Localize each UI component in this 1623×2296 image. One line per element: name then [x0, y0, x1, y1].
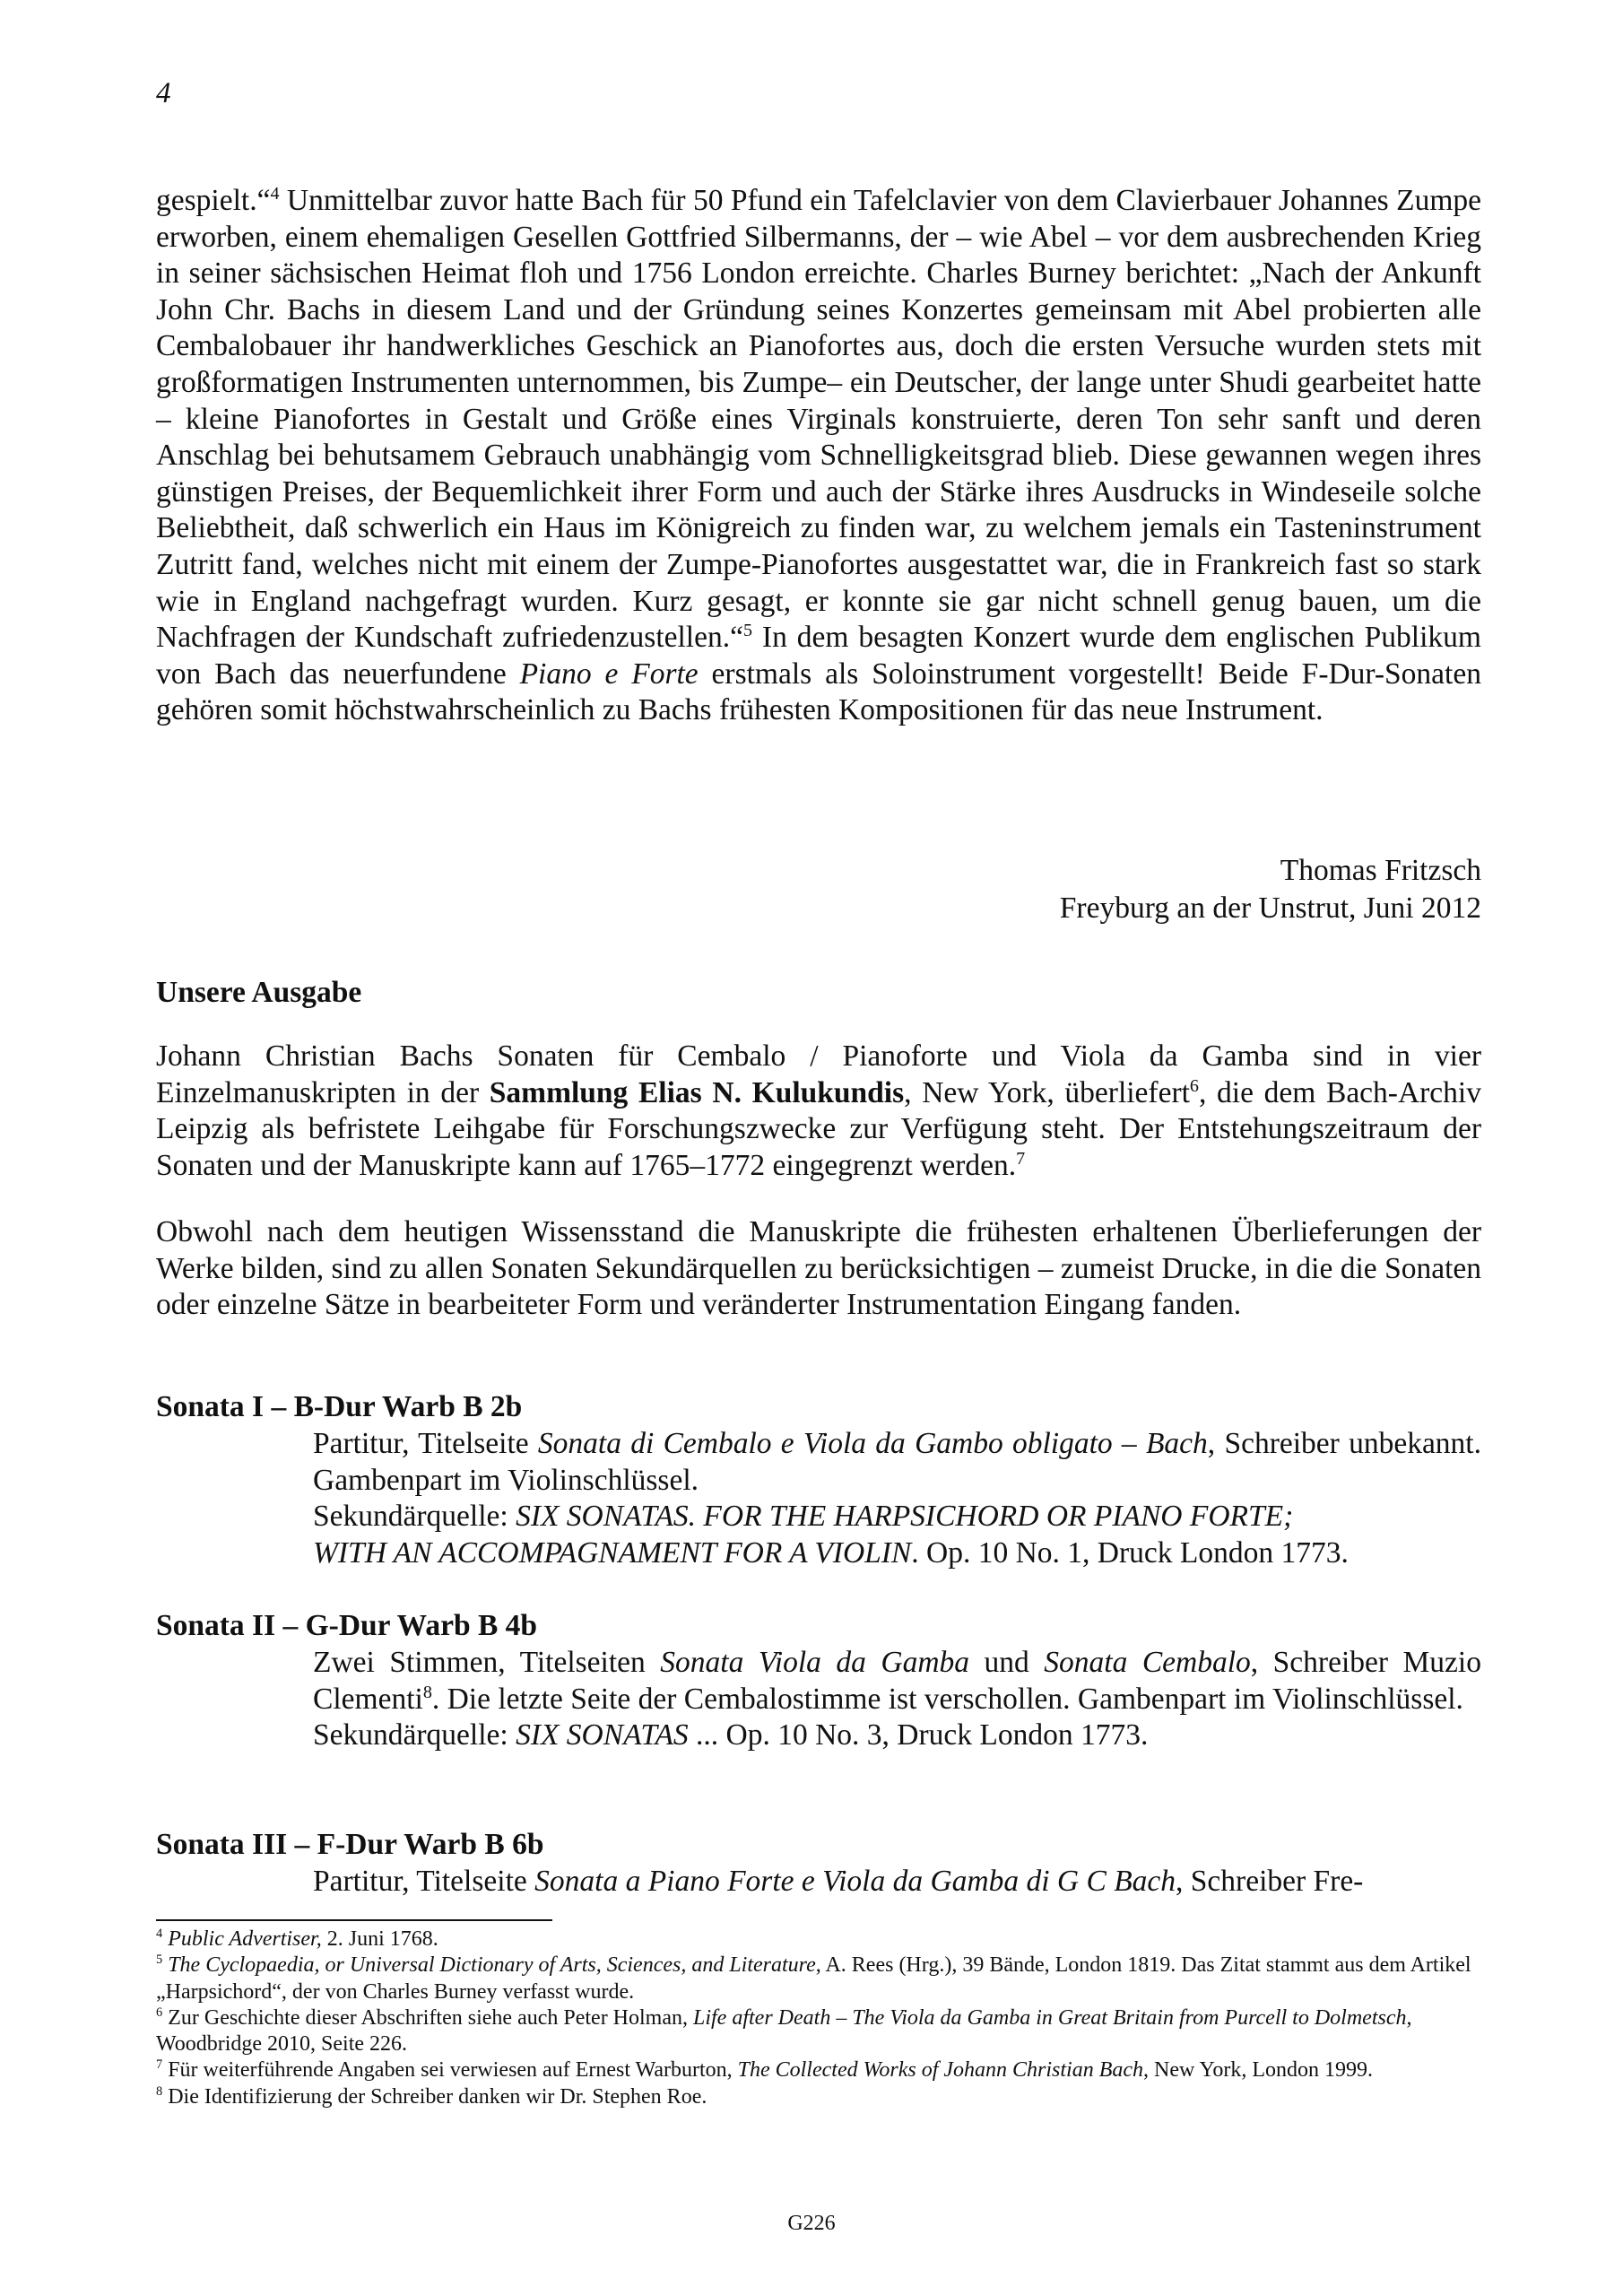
footnote-4: $^4$ Public Advertiser, 2. Juni 1768.: [156, 1926, 438, 1951]
sonata-2-title: Sonata II – G-Dur Warb B 4b: [156, 1609, 538, 1642]
section-heading-unsere-ausgabe: Unsere Ausgabe: [156, 976, 362, 1009]
page-number: 4: [156, 77, 171, 109]
ausgabe-paragraph-2: Obwohl nach dem heutigen Wissensstand die Manuskripte die frühesten erhaltenen Überlieferungen der Werke bilden, sind zu allen Sonaten Sekundärquellen zu berücksichtigen – zumeist Drucke, in die die Sonaten oder einzelne Sätze in bearbeiteter Form und veränderter Instrumentation Eingang fanden.: [156, 1215, 1481, 1322]
footnote-8: $^8$ Die Identifizierung der Schreiber danken wir Dr. Stephen Roe.: [156, 2083, 707, 2109]
footnote-7: $^7$ Für weiterführende Angaben sei verwiesen auf Ernest Warburton, The Collected Works of Johann Christian Bach, New York, London 1999.: [156, 2057, 1374, 2083]
intro-paragraph: gespielt.“$^4$ Unmittelbar zuvor hatte Bach für 50 Pfund ein Tafelclavier von dem Clavierbauer Johannes Zumpe erworben, einem ehemaligen Gesellen Gottfried Silbermanns, der – wie Abel – vor dem ausbrechenden Krieg in seiner sächsischen Heimat floh und 1756 London erreichte. Charles Burney berichtet: „Nach der Ankunft John Chr. Bachs in diesem Land und der Gründung seines Konzertes gemeinsam mit Abel probierten alle Cembalobauer ihr handwerkliches Geschick an Pianofortes aus, doch die ersten Versuche wurden stets mit großformatigen Instrumenten unternommen, bis Zumpe– ein Deutscher, der lange unter Shudi gearbeitet hatte – kleine Pianofortes in Gestalt und Größe eines Virginals konstruierte, deren Ton sehr sanft und deren Anschlag bei behutsamem Gebrauch unabhängig vom Schnelligkeitsgrad blieb. Diese gewannen wegen ihres günstigen Preises, der Bequemlichkeit ihrer Form und auch der Stärke ihres Ausdrucks in Windeseile solche Beliebtheit, daß schwerlich ein Haus im Königreich zu finden war, zu welchem jemals ein Tasteninstrument Zutritt fand, welches nicht mit einem der Zumpe-Pianofortes ausgestattet war, die in Frankreich fast so stark wie in England nachgefragt wurden. Kurz gesagt, er konnte sie gar nicht schnell genug bauen, um die Nachfragen der Kundschaft zufriedenzustellen.“$^5$ In dem besagten Konzert wurde dem englischen Publikum von Bach das neuerfundene Piano e Forte erstmals als Soloinstrument vorgestellt! Beide F-Dur-Sonaten gehören somit höchstwahrscheinlich zu Bachs frühesten Kompositionen für das neue Instrument.: [156, 183, 1481, 727]
footnote-divider: [156, 1919, 552, 1921]
footnote-ref-5: 5: [742, 620, 753, 640]
footnote-ref-8: 8: [422, 1682, 432, 1702]
sonata-1-description: Partitur, Titelseite Sonata di Cembalo e Viola da Gambo obligato – Bach, Schreiber unbekannt. Gambenpart im Violinschlüssel. Sekundärquelle: SIX SONATAS. FOR THE HARPSICHORD OR PIANO FORTE; WITH AN ACCOMPAGNAMENT FOR A VIOLIN. Op. 10 No. 1, Druck London 1773.: [313, 1427, 1481, 1570]
footnote-ref-7: 7: [1016, 1148, 1026, 1169]
page-footer-code: G226: [787, 2212, 836, 2235]
footnote-ref-4: 4: [270, 183, 280, 204]
footnote-ref-6: 6: [1189, 1075, 1199, 1096]
sonata-3-title: Sonata III – F-Dur Warb B 6b: [156, 1828, 544, 1861]
footnote-5: $^5$ The Cyclopaedia, or Universal Dictionary of Arts, Sciences, and Literature, A. Rees (Hrg.), 39 Bände, London 1819. Das Zitat stammt aus dem Artikel „Harpsichord“, der von Charles Burney verfasst wurde.: [156, 1952, 1471, 2004]
footnotes: [156, 1926, 1481, 2110]
ausgabe-paragraph-1: Johann Christian Bachs Sonaten für Cembalo / Pianoforte und Viola da Gamba sind in vier Einzelmanuskripten in der Sammlung Elias N. Kulukundis, New York, überliefert$^6$, die dem Bach-Archiv Leipzig als befristete Leihgabe für Forschungszwecke zur Verfügung steht. Der Entstehungszeitraum der Sonaten und der Manuskripte kann auf 1765–1772 eingegrenzt werden.$^7$: [156, 1039, 1481, 1182]
author-name: Thomas Fritzsch: [1280, 854, 1481, 887]
sonata-1-title: Sonata I – B-Dur Warb B 2b: [156, 1390, 523, 1423]
sonata-3-description: Partitur, Titelseite Sonata a Piano Forte e Viola da Gamba di G C Bach, Schreiber Fre-: [313, 1865, 1364, 1898]
place-date: Freyburg an der Unstrut, Juni 2012: [1059, 891, 1481, 925]
sonata-2-description: Zwei Stimmen, Titelseiten Sonata Viola da Gamba und Sonata Cembalo, Schreiber Muzio Clementi$^8$. Die letzte Seite der Cembalostimme ist verschollen. Gambenpart im Violinschlüssel. Sekundärquelle: SIX SONATAS ... Op. 10 No. 3, Druck London 1773.: [313, 1646, 1481, 1752]
footnote-6: $^6$ Zur Geschichte dieser Abschriften siehe auch Peter Holman, Life after Death – The Viola da Gamba in Great Britain from Purcell to Dolmetsch, Woodbridge 2010, Seite 226.: [156, 2005, 1412, 2057]
